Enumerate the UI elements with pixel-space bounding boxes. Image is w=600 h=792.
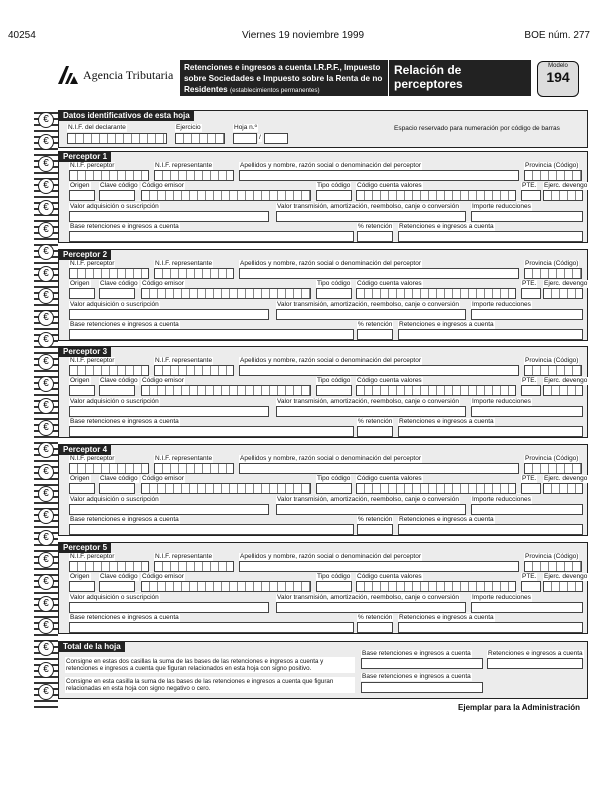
euro-symbol-icon: € [38,376,54,392]
nif-perceptor-field[interactable] [69,170,149,181]
codigo-cuenta-valores-field[interactable] [356,483,516,494]
apellidos-nombre-label: Apellidos y nombre, razón social o denominación del perceptor [240,455,422,462]
retenciones-ingresos-label: Retenciones e ingresos a cuenta [399,223,494,230]
valor-adquisicion-label: Valor adquisición o suscripción [70,496,159,503]
valor-transmision-field[interactable] [276,504,466,515]
perceptor-heading: Perceptor 5 [59,542,111,553]
form-title-line3: Residentes [184,85,228,94]
valor-transmision-label: Valor transmisión, amortización, reembolso, canje o conversión [277,398,459,405]
valor-transmision-field[interactable] [276,406,466,417]
euro-symbol-icon: € [38,420,54,436]
provincia-field[interactable] [524,170,582,181]
publication-issue: BOE núm. 277 [524,30,590,41]
importe-reducciones-label: Importe reducciones [472,496,531,503]
importe-reducciones-field[interactable] [471,211,583,222]
ejemplar-note: Ejemplar para la Administración [458,703,580,712]
euro-symbol-icon: € [38,178,54,194]
tipo-codigo-label: Tipo código [317,573,351,580]
codigo-emisor-label: Código emisor [142,280,184,287]
codigo-cuenta-valores-field[interactable] [356,385,516,396]
nif-perceptor-label: N.I.F. perceptor [70,455,115,462]
codigo-emisor-field[interactable] [141,385,311,396]
apellidos-nombre-field[interactable] [239,170,519,181]
valor-adquisicion-field[interactable] [69,211,269,222]
ejerc-devengo-field[interactable] [543,581,583,592]
euro-symbol-icon: € [38,156,54,172]
euro-symbol-icon: € [38,662,54,678]
tipo-codigo-field[interactable] [316,190,352,201]
origen-field[interactable] [69,190,95,201]
nif-perceptor-field[interactable] [69,561,149,572]
apellidos-nombre-field[interactable] [239,365,519,376]
modelo-label: Modelo [548,63,568,69]
codigo-emisor-field[interactable] [141,288,311,299]
valor-transmision-field[interactable] [276,309,466,320]
importe-reducciones-label: Importe reducciones [472,301,531,308]
nif-declarante-label: N.I.F. del declarante [68,124,126,131]
perceptor-heading: Perceptor 1 [59,151,111,162]
pte-field[interactable] [521,581,541,592]
pct-retencion-field[interactable] [357,231,393,242]
codigo-emisor-label: Código emisor [142,573,184,580]
euro-symbol-icon: € [38,552,54,568]
codigo-emisor-label: Código emisor [142,475,184,482]
tipo-codigo-label: Tipo código [317,475,351,482]
ejerc-devengo-field[interactable] [543,288,583,299]
retenciones-ingresos-field[interactable] [398,524,583,535]
valor-transmision-field[interactable] [276,602,466,613]
perceptor-section [58,542,588,634]
nif-declarante-field[interactable] [67,133,167,144]
provincia-field[interactable] [524,561,582,572]
perceptor-section [58,346,588,438]
nif-representante-label: N.I.F. representante [155,455,213,462]
form-title-line1: Retenciones e ingresos a cuenta I.R.P.F., Impuesto [184,63,381,72]
base-retenciones-field[interactable] [69,426,354,437]
euro-symbol-icon: € [38,640,54,656]
valor-adquisicion-field[interactable] [69,602,269,613]
provincia-label: Provincia (Código) [525,260,579,267]
tipo-codigo-field[interactable] [316,581,352,592]
euro-symbol-icon: € [38,112,54,128]
importe-reducciones-label: Importe reducciones [472,398,531,405]
nif-representante-label: N.I.F. representante [155,162,213,169]
pct-retencion-label: % retención [358,516,393,523]
apellidos-nombre-field[interactable] [239,463,519,474]
retenciones-ingresos-field[interactable] [398,231,583,242]
valor-transmision-field[interactable] [276,211,466,222]
agency-logo [58,65,178,85]
nif-perceptor-label: N.I.F. perceptor [70,162,115,169]
relacion-title: Relación de perceptores [389,60,531,96]
euro-symbol-icon: € [38,596,54,612]
apellidos-nombre-label: Apellidos y nombre, razón social o denominación del perceptor [240,553,422,560]
clave-codigo-field[interactable] [99,581,135,592]
nif-representante-label: N.I.F. representante [155,260,213,267]
clave-codigo-label: Clave código [100,377,138,384]
ejerc-devengo-field[interactable] [543,483,583,494]
nif-representante-field[interactable] [154,268,234,279]
clave-codigo-field[interactable] [99,385,135,396]
apellidos-nombre-label: Apellidos y nombre, razón social o denominación del perceptor [240,260,422,267]
provincia-field[interactable] [524,365,582,376]
euro-symbol-icon: € [38,244,54,260]
retenciones-ingresos-field[interactable] [398,622,583,633]
importe-reducciones-field[interactable] [471,406,583,417]
importe-reducciones-label: Importe reducciones [472,203,531,210]
provincia-field[interactable] [524,268,582,279]
origen-label: Origen [70,377,90,384]
euro-symbol-icon: € [38,398,54,414]
clave-codigo-label: Clave código [100,475,138,482]
nif-representante-field[interactable] [154,561,234,572]
euro-symbol-icon: € [38,134,54,150]
valor-adquisicion-label: Valor adquisición o suscripción [70,594,159,601]
tipo-codigo-label: Tipo código [317,280,351,287]
apellidos-nombre-label: Apellidos y nombre, razón social o denominación del perceptor [240,357,422,364]
pte-label: PTE. [522,475,537,482]
total-section [58,641,588,699]
provincia-label: Provincia (Código) [525,553,579,560]
nif-perceptor-field[interactable] [69,463,149,474]
origen-field[interactable] [69,288,95,299]
hoja-slash: / [259,134,261,141]
origen-label: Origen [70,182,90,189]
euro-symbol-icon: € [38,222,54,238]
codigo-cuenta-valores-label: Código cuenta valores [357,182,422,189]
provincia-label: Provincia (Código) [525,162,579,169]
valor-transmision-label: Valor transmisión, amortización, reembolso, canje o conversión [277,594,459,601]
perceptor-heading: Perceptor 3 [59,346,111,357]
codigo-cuenta-valores-field[interactable] [356,288,516,299]
euro-symbol-icon: € [38,200,54,216]
euro-symbol-icon: € [38,354,54,370]
perceptor-heading: Perceptor 4 [59,444,111,455]
nif-perceptor-label: N.I.F. perceptor [70,260,115,267]
total-base-negative-field[interactable] [361,682,483,693]
base-retenciones-field[interactable] [69,622,354,633]
codigo-emisor-field[interactable] [141,483,311,494]
ejerc-devengo-label: Ejerc. devengo [544,573,588,580]
pct-retencion-field[interactable] [357,329,393,340]
pct-retencion-label: % retención [358,321,393,328]
pte-label: PTE. [522,573,537,580]
base-retenciones-label: Base retenciones e ingresos a cuenta [70,516,179,523]
valor-adquisicion-label: Valor adquisición o suscripción [70,398,159,405]
origen-label: Origen [70,475,90,482]
pct-retencion-label: % retención [358,418,393,425]
base-retenciones-label: Base retenciones e ingresos a cuenta [70,321,179,328]
pte-field[interactable] [521,288,541,299]
pct-retencion-field[interactable] [357,622,393,633]
agencia-tributaria-logo-icon [58,66,78,84]
provincia-field[interactable] [524,463,582,474]
origen-field[interactable] [69,581,95,592]
importe-reducciones-field[interactable] [471,504,583,515]
base-retenciones-label: Base retenciones e ingresos a cuenta [70,614,179,621]
total-ret-field[interactable] [487,658,583,669]
apellidos-nombre-field[interactable] [239,561,519,572]
codigo-cuenta-valores-label: Código cuenta valores [357,475,422,482]
modelo-number: 194 [546,69,570,85]
clave-codigo-field[interactable] [99,190,135,201]
euro-symbol-icon: € [38,574,54,590]
clave-codigo-field[interactable] [99,288,135,299]
retenciones-ingresos-field[interactable] [398,426,583,437]
retenciones-ingresos-label: Retenciones e ingresos a cuenta [399,418,494,425]
origen-label: Origen [70,280,90,287]
perceptor-section [58,444,588,536]
euro-symbol-icon: € [38,288,54,304]
apellidos-nombre-label: Apellidos y nombre, razón social o denominación del perceptor [240,162,422,169]
base-retenciones-field[interactable] [69,329,354,340]
valor-adquisicion-field[interactable] [69,504,269,515]
form-title-line3-small: (establecimientos permanentes) [229,87,320,94]
nif-representante-label: N.I.F. representante [155,553,213,560]
clave-codigo-label: Clave código [100,573,138,580]
importe-reducciones-field[interactable] [471,309,583,320]
apellidos-nombre-field[interactable] [239,268,519,279]
agency-name: Agencia Tributaria [83,67,174,82]
clave-codigo-label: Clave código [100,182,138,189]
provincia-label: Provincia (Código) [525,357,579,364]
modelo-badge [537,61,579,97]
ejerc-devengo-label: Ejerc. devengo [544,377,588,384]
valor-transmision-label: Valor transmisión, amortización, reembolso, canje o conversión [277,301,459,308]
valor-adquisicion-label: Valor adquisición o suscripción [70,203,159,210]
retenciones-ingresos-field[interactable] [398,329,583,340]
euro-symbol-icon: € [38,266,54,282]
clave-codigo-label: Clave código [100,280,138,287]
codigo-cuenta-valores-label: Código cuenta valores [357,280,422,287]
valor-adquisicion-field[interactable] [69,309,269,320]
barcode-note: Espacio reservado para numeración por código de barras [394,125,560,132]
valor-adquisicion-field[interactable] [69,406,269,417]
ejerc-devengo-label: Ejerc. devengo [544,475,588,482]
euro-symbol-icon: € [38,310,54,326]
euro-symbol-icon: € [38,508,54,524]
nif-perceptor-field[interactable] [69,365,149,376]
codigo-emisor-label: Código emisor [142,377,184,384]
codigo-cuenta-valores-field[interactable] [356,581,516,592]
pte-label: PTE. [522,280,537,287]
nif-perceptor-label: N.I.F. perceptor [70,553,115,560]
euro-strip [34,108,58,708]
codigo-emisor-label: Código emisor [142,182,184,189]
pte-field[interactable] [521,483,541,494]
ejerc-devengo-label: Ejerc. devengo [544,280,588,287]
importe-reducciones-label: Importe reducciones [472,594,531,601]
pct-retencion-label: % retención [358,614,393,621]
hoja-label: Hoja n.º [234,124,257,131]
retenciones-ingresos-label: Retenciones e ingresos a cuenta [399,321,494,328]
nif-representante-field[interactable] [154,463,234,474]
base-retenciones-label: Base retenciones e ingresos a cuenta [70,418,179,425]
retenciones-ingresos-label: Retenciones e ingresos a cuenta [399,614,494,621]
retenciones-ingresos-label: Retenciones e ingresos a cuenta [399,516,494,523]
euro-symbol-icon: € [38,530,54,546]
total-base-negative-label: Base retenciones e ingresos a cuenta [362,673,471,680]
origen-field[interactable] [69,385,95,396]
datos-heading: Datos identificativos de esta hoja [59,110,194,121]
pct-retencion-field[interactable] [357,524,393,535]
base-retenciones-label: Base retenciones e ingresos a cuenta [70,223,179,230]
valor-adquisicion-label: Valor adquisición o suscripción [70,301,159,308]
nif-perceptor-field[interactable] [69,268,149,279]
total-heading: Total de la hoja [59,641,125,652]
nif-perceptor-label: N.I.F. perceptor [70,357,115,364]
ejerc-devengo-field[interactable] [543,385,583,396]
euro-symbol-icon: € [38,464,54,480]
ejerc-devengo-field[interactable] [543,190,583,201]
form-title [180,60,388,96]
codigo-cuenta-valores-label: Código cuenta valores [357,573,422,580]
page-number: 40254 [8,30,36,41]
valor-transmision-label: Valor transmisión, amortización, reembolso, canje o conversión [277,496,459,503]
clave-codigo-field[interactable] [99,483,135,494]
tipo-codigo-field[interactable] [316,483,352,494]
codigo-cuenta-valores-field[interactable] [356,190,516,201]
form-title-line2: sobre Sociedades e Impuesto sobre la Renta de no [184,74,383,83]
perceptor-section [58,151,588,243]
pte-label: PTE. [522,182,537,189]
euro-symbol-icon: € [38,486,54,502]
ejercicio-field[interactable] [175,133,225,144]
total-instructions-2: Consigne en esta casilla la suma de las bases de las retenciones e ingresos a cuenta que figuran relacionadas en esta hoja con signo negativo o cero. [65,677,355,693]
total-base-label: Base retenciones e ingresos a cuenta [362,650,471,657]
hoja-number-field[interactable] [233,133,257,144]
hoja-total-field[interactable] [264,133,288,144]
origen-field[interactable] [69,483,95,494]
pte-field[interactable] [521,385,541,396]
pte-label: PTE. [522,377,537,384]
codigo-cuenta-valores-label: Código cuenta valores [357,377,422,384]
euro-symbol-icon: € [38,618,54,634]
ejercicio-label: Ejercicio [176,124,201,131]
ejerc-devengo-label: Ejerc. devengo [544,182,588,189]
codigo-emisor-field[interactable] [141,190,311,201]
total-ret-label: Retenciones e ingresos a cuenta [488,650,583,657]
importe-reducciones-field[interactable] [471,602,583,613]
datos-section [58,110,588,148]
euro-symbol-icon: € [38,332,54,348]
euro-symbol-icon: € [38,684,54,700]
nif-representante-label: N.I.F. representante [155,357,213,364]
publication-date: Viernes 19 noviembre 1999 [242,30,365,41]
tipo-codigo-field[interactable] [316,288,352,299]
codigo-emisor-field[interactable] [141,581,311,592]
base-retenciones-field[interactable] [69,231,354,242]
pct-retencion-label: % retención [358,223,393,230]
perceptor-section [58,249,588,341]
provincia-label: Provincia (Código) [525,455,579,462]
valor-transmision-label: Valor transmisión, amortización, reembolso, canje o conversión [277,203,459,210]
nif-representante-field[interactable] [154,170,234,181]
pte-field[interactable] [521,190,541,201]
tipo-codigo-field[interactable] [316,385,352,396]
origen-label: Origen [70,573,90,580]
perceptor-heading: Perceptor 2 [59,249,111,260]
nif-representante-field[interactable] [154,365,234,376]
euro-symbol-icon: € [38,442,54,458]
tipo-codigo-label: Tipo código [317,377,351,384]
base-retenciones-field[interactable] [69,524,354,535]
total-instructions-1: Consigne en estas dos casillas la suma de las bases de las retenciones e ingresos a cuenta y retenciones e ingresos a cuenta que figuran relacionados en esta hoja con signo positivo. [65,657,355,673]
tipo-codigo-label: Tipo código [317,182,351,189]
pct-retencion-field[interactable] [357,426,393,437]
total-base-field[interactable] [361,658,483,669]
